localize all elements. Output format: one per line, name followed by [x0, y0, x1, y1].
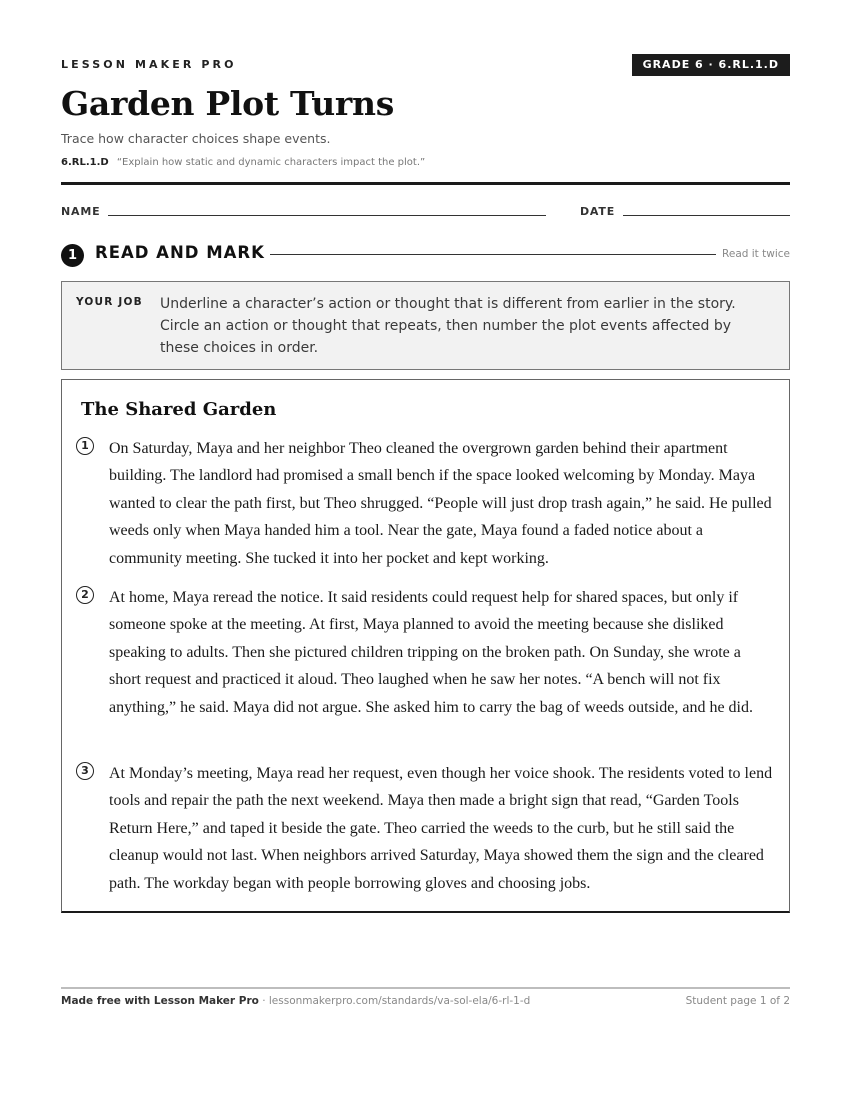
- footer-made-with: Made free with Lesson Maker Pro: [61, 995, 259, 1007]
- date-label: DATE: [580, 205, 616, 218]
- section-header: [61, 243, 790, 267]
- section-note: Read it twice: [722, 248, 790, 260]
- footer-divider: [61, 987, 790, 989]
- paragraph-text: On Saturday, Maya and her neighbor Theo cleaned the overgrown garden behind their apartment building. The landlord had promised a small bench if the space looked welcoming by Monday. Maya wanted to clear the path first, but Theo shrugged. “People will just drop trash again,” he said. He pulled weeds only when Maya handed him a tool. Near the gate, Maya found a faded notice about a community meeting. She tucked it into her pocket and kept working.: [109, 440, 772, 567]
- standard-code: 6.RL.1.D: [61, 157, 109, 168]
- instructions-text: Underline a character’s action or thought that is different from earlier in the story. Circle an action or thought that repeats, then number the plot events affected by these choices in order.: [160, 296, 736, 356]
- date-field[interactable]: [623, 215, 790, 216]
- header-divider: [61, 182, 790, 185]
- footer-page-number: Student page 1 of 2: [685, 995, 790, 1007]
- paragraph-number-badge: 1: [76, 437, 94, 455]
- grade-badge: GRADE 6 · 6.RL.1.D: [632, 54, 790, 76]
- instructions-label: YOUR JOB: [76, 296, 143, 308]
- passage-title: The Shared Garden: [81, 399, 277, 420]
- reading-passage: [61, 379, 790, 913]
- paragraph-text: At Monday’s meeting, Maya read her request, even though her voice shook. The residents voted to lend tools and repair the path the next weekend. Maya then made a bright sign that read, “Garden Tools Return Here,” and taped it beside the gate. Theo carried the weeds to the curb, but he still said the cleanup would not last. When neighbors arrived Saturday, Maya showed them the sign and the cleared path. The workday began with people borrowing gloves and choosing jobs.: [109, 765, 773, 892]
- brand-name: LESSON MAKER PRO: [61, 58, 237, 71]
- page-subtitle: Trace how character choices shape events.: [61, 131, 331, 146]
- footer-url[interactable]: · lessonmakerpro.com/standards/va-sol-ela/6-rl-1-d: [258, 995, 531, 1007]
- footer-credit: [61, 995, 530, 1007]
- standard-quote: “Explain how static and dynamic characters impact the plot.”: [116, 157, 426, 168]
- paragraph-number-badge: 2: [76, 586, 94, 604]
- paragraph-number-badge: 3: [76, 762, 94, 780]
- step-number-badge: 1: [61, 244, 84, 267]
- section-divider: [270, 254, 716, 255]
- page-title: Garden Plot Turns: [61, 84, 394, 123]
- standard-line: [61, 157, 425, 168]
- name-label: NAME: [61, 205, 101, 218]
- section-title: READ AND MARK: [95, 243, 265, 262]
- instructions-box: [61, 281, 790, 370]
- paragraph-text: At home, Maya reread the notice. It said residents could request help for shared spaces, but only if someone spoke at the meeting. At first, Maya planned to avoid the meeting because she disliked speaking to adults. Then she pictured children tripping on the broken path. On Sunday, she wrote a short request and practiced it aloud. Theo laughed when he saw her notes. “A bench will not fix anything,” he said. Maya did not argue. She asked him to carry the bag of weeds outside, and he did.: [109, 589, 753, 716]
- name-field[interactable]: [108, 215, 546, 216]
